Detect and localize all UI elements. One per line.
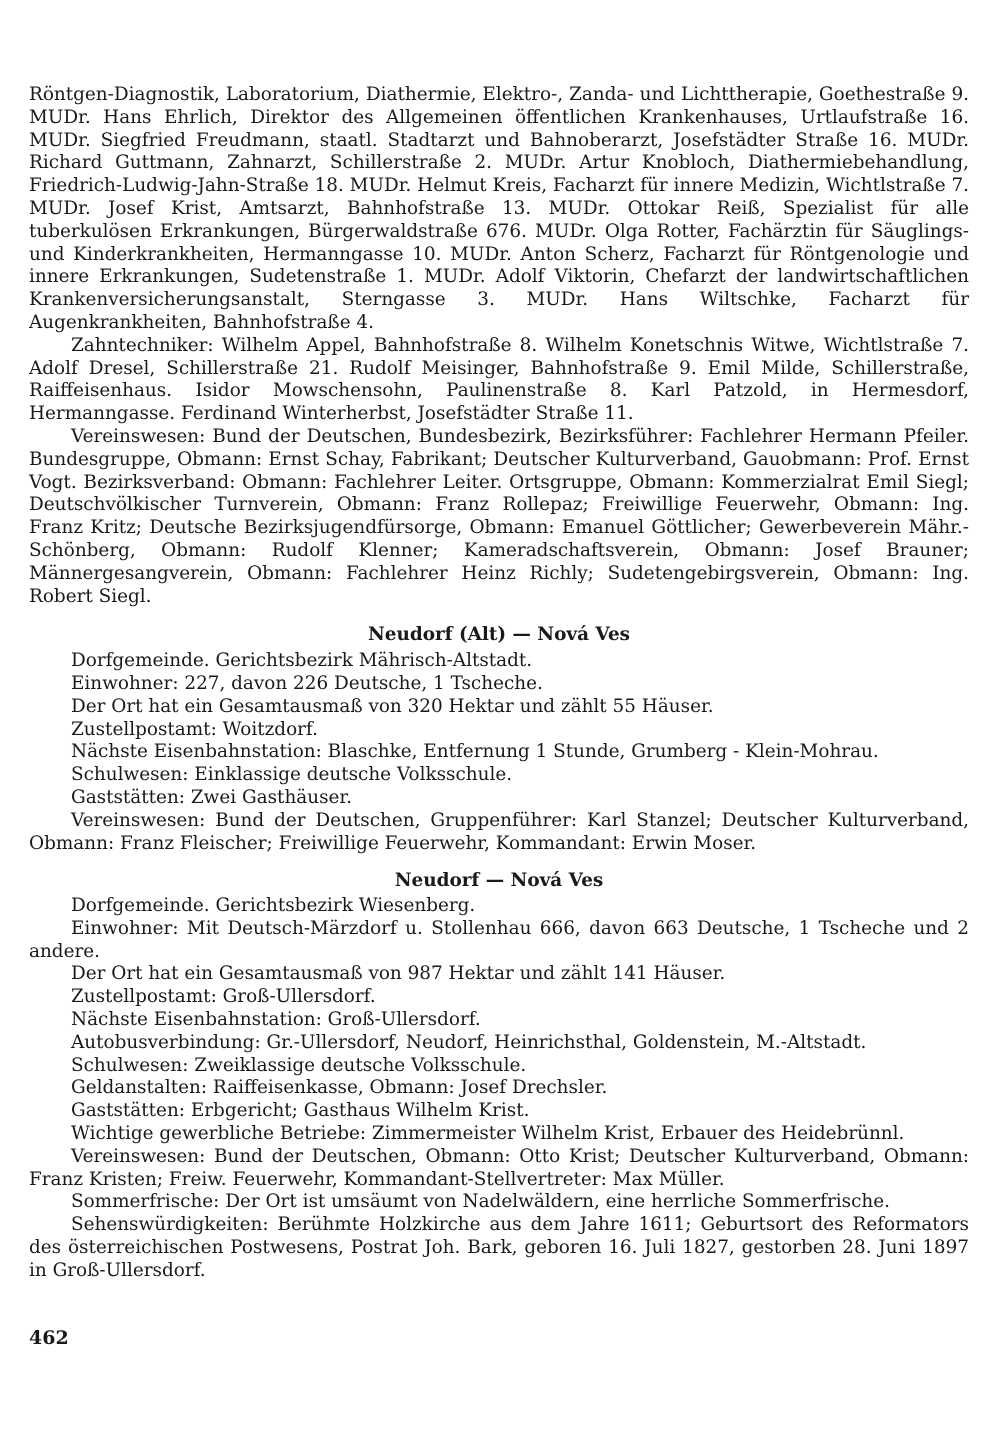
neudorf-alt-line: Einwohner: 227, davon 226 Deutsche, 1 Tscheche. (71, 672, 543, 694)
neudorf-line: Der Ort hat ein Gesamtausmaß von 987 Hektar und zählt 141 Häuser. (71, 963, 726, 985)
document-page (29, 84, 969, 1283)
page-number: 462 (29, 1327, 69, 1349)
neudorf-line: Autobusverbindung: Gr.-Ullersdorf, Neudorf, Heinrichsthal, Goldenstein, M.-Altstadt. (71, 1031, 867, 1053)
neudorf-line: Sehenswürdigkeiten: Berühmte Holzkirche aus dem Jahre 1611; Geburtsort des Reformators des österreichischen Postwesens, Postrat Joh. Bark, geboren 16. Juli 1827, gestorben 28. Juni 1897 in Groß-Ullersdorf. (29, 1214, 969, 1281)
intro-paragraph-physicians: Röntgen-Diagnostik, Laboratorium, Diathermie, Elektro-, Zanda- und Lichttherapie, Goethestraße 9. MUDr. Hans Ehrlich, Direktor des Allgemeinen öffentlichen Krankenhauses, Urtlaufstraße 16. MUDr. Siegfried Freudmann, staatl. Stadtarzt und Bahnoberarzt, Josefstädter Straße 16. MUDr. Richard Guttmann, Zahnarzt, Schillerstraße 2. MUDr. Artur Knobloch, Diathermiebehandlung, Friedrich-Ludwig-Jahn-Straße 18. MUDr. Helmut Kreis, Facharzt für innere Medizin, Wichtlstraße 7. MUDr. Josef Krist, Amtsarzt, Bahnhofstraße 13. MUDr. Ottokar Reiß, Spezialist für alle tuberkulösen Erkrankungen, Bürgerwaldstraße 676. MUDr. Olga Rotter, Fachärztin für Säuglings- und Kinderkrankheiten, Hermanngasse 10. MUDr. Anton Scherz, Facharzt für Röntgenologie und innere Erkrankungen, Sudetenstraße 1. MUDr. Adolf Viktorin, Chefarzt der landwirtschaftlichen Krankenversicherungsanstalt, Sterngasse 3. MUDr. Hans Wiltschke, Facharzt für Augenkrankheiten, Bahnhofstraße 4. (29, 84, 969, 333)
intro-paragraph-dental-technicians: Zahntechniker: Wilhelm Appel, Bahnhofstraße 8. Wilhelm Konetschnis Witwe, Wichtlstraße 7. Adolf Dresel, Schillerstraße 21. Rudolf Meisinger, Bahnhofstraße 9. Emil Milde, Schillerstraße, Raiffeisenhaus. Isidor Mowschensohn, Paulinenstraße 8. Karl Patzold, in Hermesdorf, Hermanngasse. Ferdinand Winterherbst, Josefstädter Straße 11. (29, 334, 969, 425)
neudorf-line: Dorfgemeinde. Gerichtsbezirk Wiesenberg. (71, 895, 476, 917)
neudorf-line: Gaststätten: Erbgericht; Gasthaus Wilhelm Krist. (71, 1100, 530, 1122)
neudorf-alt-line: Zustellpostamt: Woitzdorf. (71, 718, 318, 740)
section-heading-neudorf-alt: Neudorf (Alt) — Nová Ves (367, 624, 631, 646)
neudorf-line: Schulwesen: Zweiklassige deutsche Volksschule. (71, 1054, 527, 1076)
neudorf-line: Zustellpostamt: Groß-Ullersdorf. (71, 986, 376, 1008)
neudorf-line: Geldanstalten: Raiffeisenkasse, Obmann: Josef Drechsler. (71, 1077, 608, 1099)
neudorf-alt-line: Der Ort hat ein Gesamtausmaß von 320 Hektar und zählt 55 Häuser. (71, 695, 714, 717)
neudorf-alt-line: Vereinswesen: Bund der Deutschen, Gruppenführer: Karl Stanzel; Deutscher Kulturverband, Obmann: Franz Fleischer; Freiwillige Feuerwehr, Kommandant: Erwin Moser. (29, 809, 969, 854)
neudorf-line: Vereinswesen: Bund der Deutschen, Obmann: Otto Krist; Deutscher Kulturverband, Obmann: Franz Kristen; Freiw. Feuerwehr, Kommandant-Stellvertreter: Max Müller. (29, 1145, 969, 1190)
neudorf-line: Einwohner: Mit Deutsch-Märzdorf u. Stollenhau 666, davon 663 Deutsche, 1 Tscheche und 2 andere. (29, 917, 969, 962)
neudorf-line: Wichtige gewerbliche Betriebe: Zimmermeister Wilhelm Krist, Erbauer des Heidebrünnl. (71, 1123, 905, 1145)
neudorf-alt-line: Schulwesen: Einklassige deutsche Volksschule. (71, 764, 513, 786)
section-heading-neudorf: Neudorf — Nová Ves (394, 870, 604, 892)
neudorf-alt-line: Nächste Eisenbahnstation: Blaschke, Entfernung 1 Stunde, Grumberg - Klein-Mohrau. (71, 741, 879, 763)
neudorf-alt-line: Dorfgemeinde. Gerichtsbezirk Mährisch-Altstadt. (71, 650, 533, 672)
neudorf-line: Nächste Eisenbahnstation: Groß-Ullersdorf. (71, 1009, 481, 1031)
neudorf-alt-line: Gaststätten: Zwei Gasthäuser. (71, 786, 353, 808)
intro-paragraph-associations: Vereinswesen: Bund der Deutschen, Bundesbezirk, Bezirksführer: Fachlehrer Hermann Pfeiler. Bundesgruppe, Obmann: Ernst Schay, Fabrikant; Deutscher Kulturverband, Gauobmann: Prof. Ernst Vogt. Bezirksverband: Obmann: Fachlehrer Leiter. Ortsgruppe, Obmann: Kommerzialrat Emil Siegl; Deutschvölkischer Turnverein, Obmann: Franz Rollepaz; Freiwillige Feuerwehr, Obmann: Ing. Franz Kritz; Deutsche Bezirksjugendfürsorge, Obmann: Emanuel Göttlicher; Gewerbeverein Mähr.-Schönberg, Obmann: Rudolf Klenner; Kameradschaftsverein, Obmann: Josef Brauner; Männergesangverein, Obmann: Fachlehrer Heinz Richly; Sudetengebirgsverein, Obmann: Ing. Robert Siegl. (29, 425, 969, 607)
neudorf-line: Sommerfrische: Der Ort ist umsäumt von Nadelwäldern, eine herrliche Sommerfrische. (71, 1191, 890, 1213)
